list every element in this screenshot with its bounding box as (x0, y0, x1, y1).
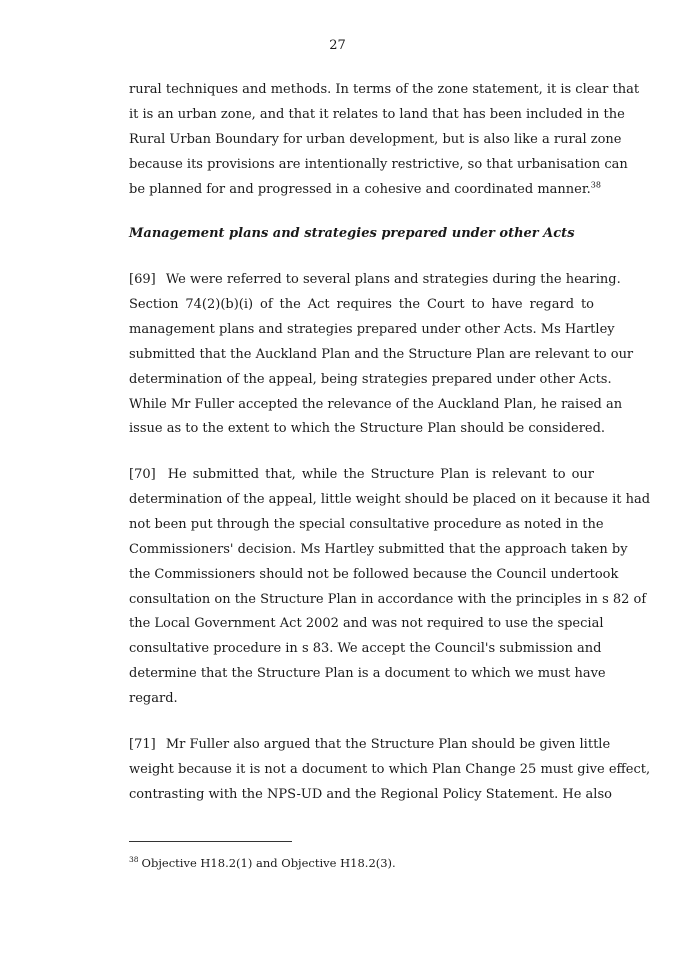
page-number: 27 (329, 38, 346, 53)
text-line: rural techniques and methods. In terms of the zone statement, it is clear that (129, 82, 640, 97)
text-line-content: be planned for and progressed in a cohesive and coordinated manner. (129, 181, 591, 197)
text-line-content: Mr Fuller also argued that the Structure Plan should be given little (165, 737, 611, 752)
text-line: submitted that the Auckland Plan and the Structure Plan are relevant to our (129, 346, 634, 362)
text-line: determination of the appeal, little weight should be placed on it because it had (129, 491, 651, 507)
footnote (129, 856, 396, 870)
text-line (129, 463, 594, 488)
text-line: Commissioners' decision. Ms Hartley submitted that the approach taken by (129, 541, 628, 557)
section-heading: Management plans and strategies prepared under other Acts (129, 226, 575, 241)
continuation-paragraph (129, 78, 640, 203)
text-line: issue as to the extent to which the Structure Plan should be considered. (129, 421, 606, 437)
text-line: weight because it is not a document to which Plan Change 25 must give effect, (129, 761, 651, 777)
text-line-content: We were referred to several plans and strategies during the hearing. (165, 272, 621, 287)
text-line: Section 74(2)(b)(i) of the Act requires the Court to have regard to (129, 296, 594, 312)
text-line: consultative procedure in s 83. We accept the Council's submission and (129, 641, 602, 657)
text-line: the Commissioners should not be followed because the Council undertook (129, 566, 619, 582)
text-line: While Mr Fuller accepted the relevance of the Auckland Plan, he raised an (129, 396, 623, 412)
text-line: it is an urban zone, and that it relates to land that has been included in the (129, 106, 625, 122)
text-line (129, 268, 621, 293)
text-line-content: He submitted that, while the Structure Plan is relevant to our (167, 467, 594, 482)
text-line: the Local Government Act 2002 and was not required to use the special (129, 616, 604, 632)
paragraph-70 (129, 463, 651, 712)
text-line: determination of the appeal, being strategies prepared under other Acts. (129, 371, 612, 387)
text-line: Rural Urban Boundary for urban development, but is also like a rural zone (129, 131, 622, 147)
text-line: management plans and strategies prepared under other Acts. Ms Hartley (129, 321, 615, 337)
text-line (129, 178, 601, 203)
text-line: because its provisions are intentionally restrictive, so that urbanisation can (129, 156, 628, 172)
footnote-text: Objective H18.2(1) and Objective H18.2(3). (141, 856, 396, 870)
text-line: not been put through the special consultative procedure as noted in the (129, 516, 604, 532)
text-line: consultation on the Structure Plan in accordance with the principles in s 82 of (129, 591, 647, 607)
paragraph-number: [70] (129, 467, 156, 482)
text-line: determine that the Structure Plan is a document to which we must have (129, 666, 606, 682)
paragraph-69 (129, 268, 634, 442)
text-line: regard. (129, 691, 178, 707)
footnote-number: 38 (129, 855, 139, 865)
paragraph-71 (129, 733, 651, 808)
footnote-reference: 38 (590, 180, 601, 190)
paragraph-number: [69] (129, 272, 156, 287)
text-line: contrasting with the NPS-UD and the Regional Policy Statement. He also (129, 786, 612, 802)
paragraph-number: [71] (129, 737, 156, 752)
text-line (129, 733, 611, 758)
footnote-separator (129, 841, 292, 842)
